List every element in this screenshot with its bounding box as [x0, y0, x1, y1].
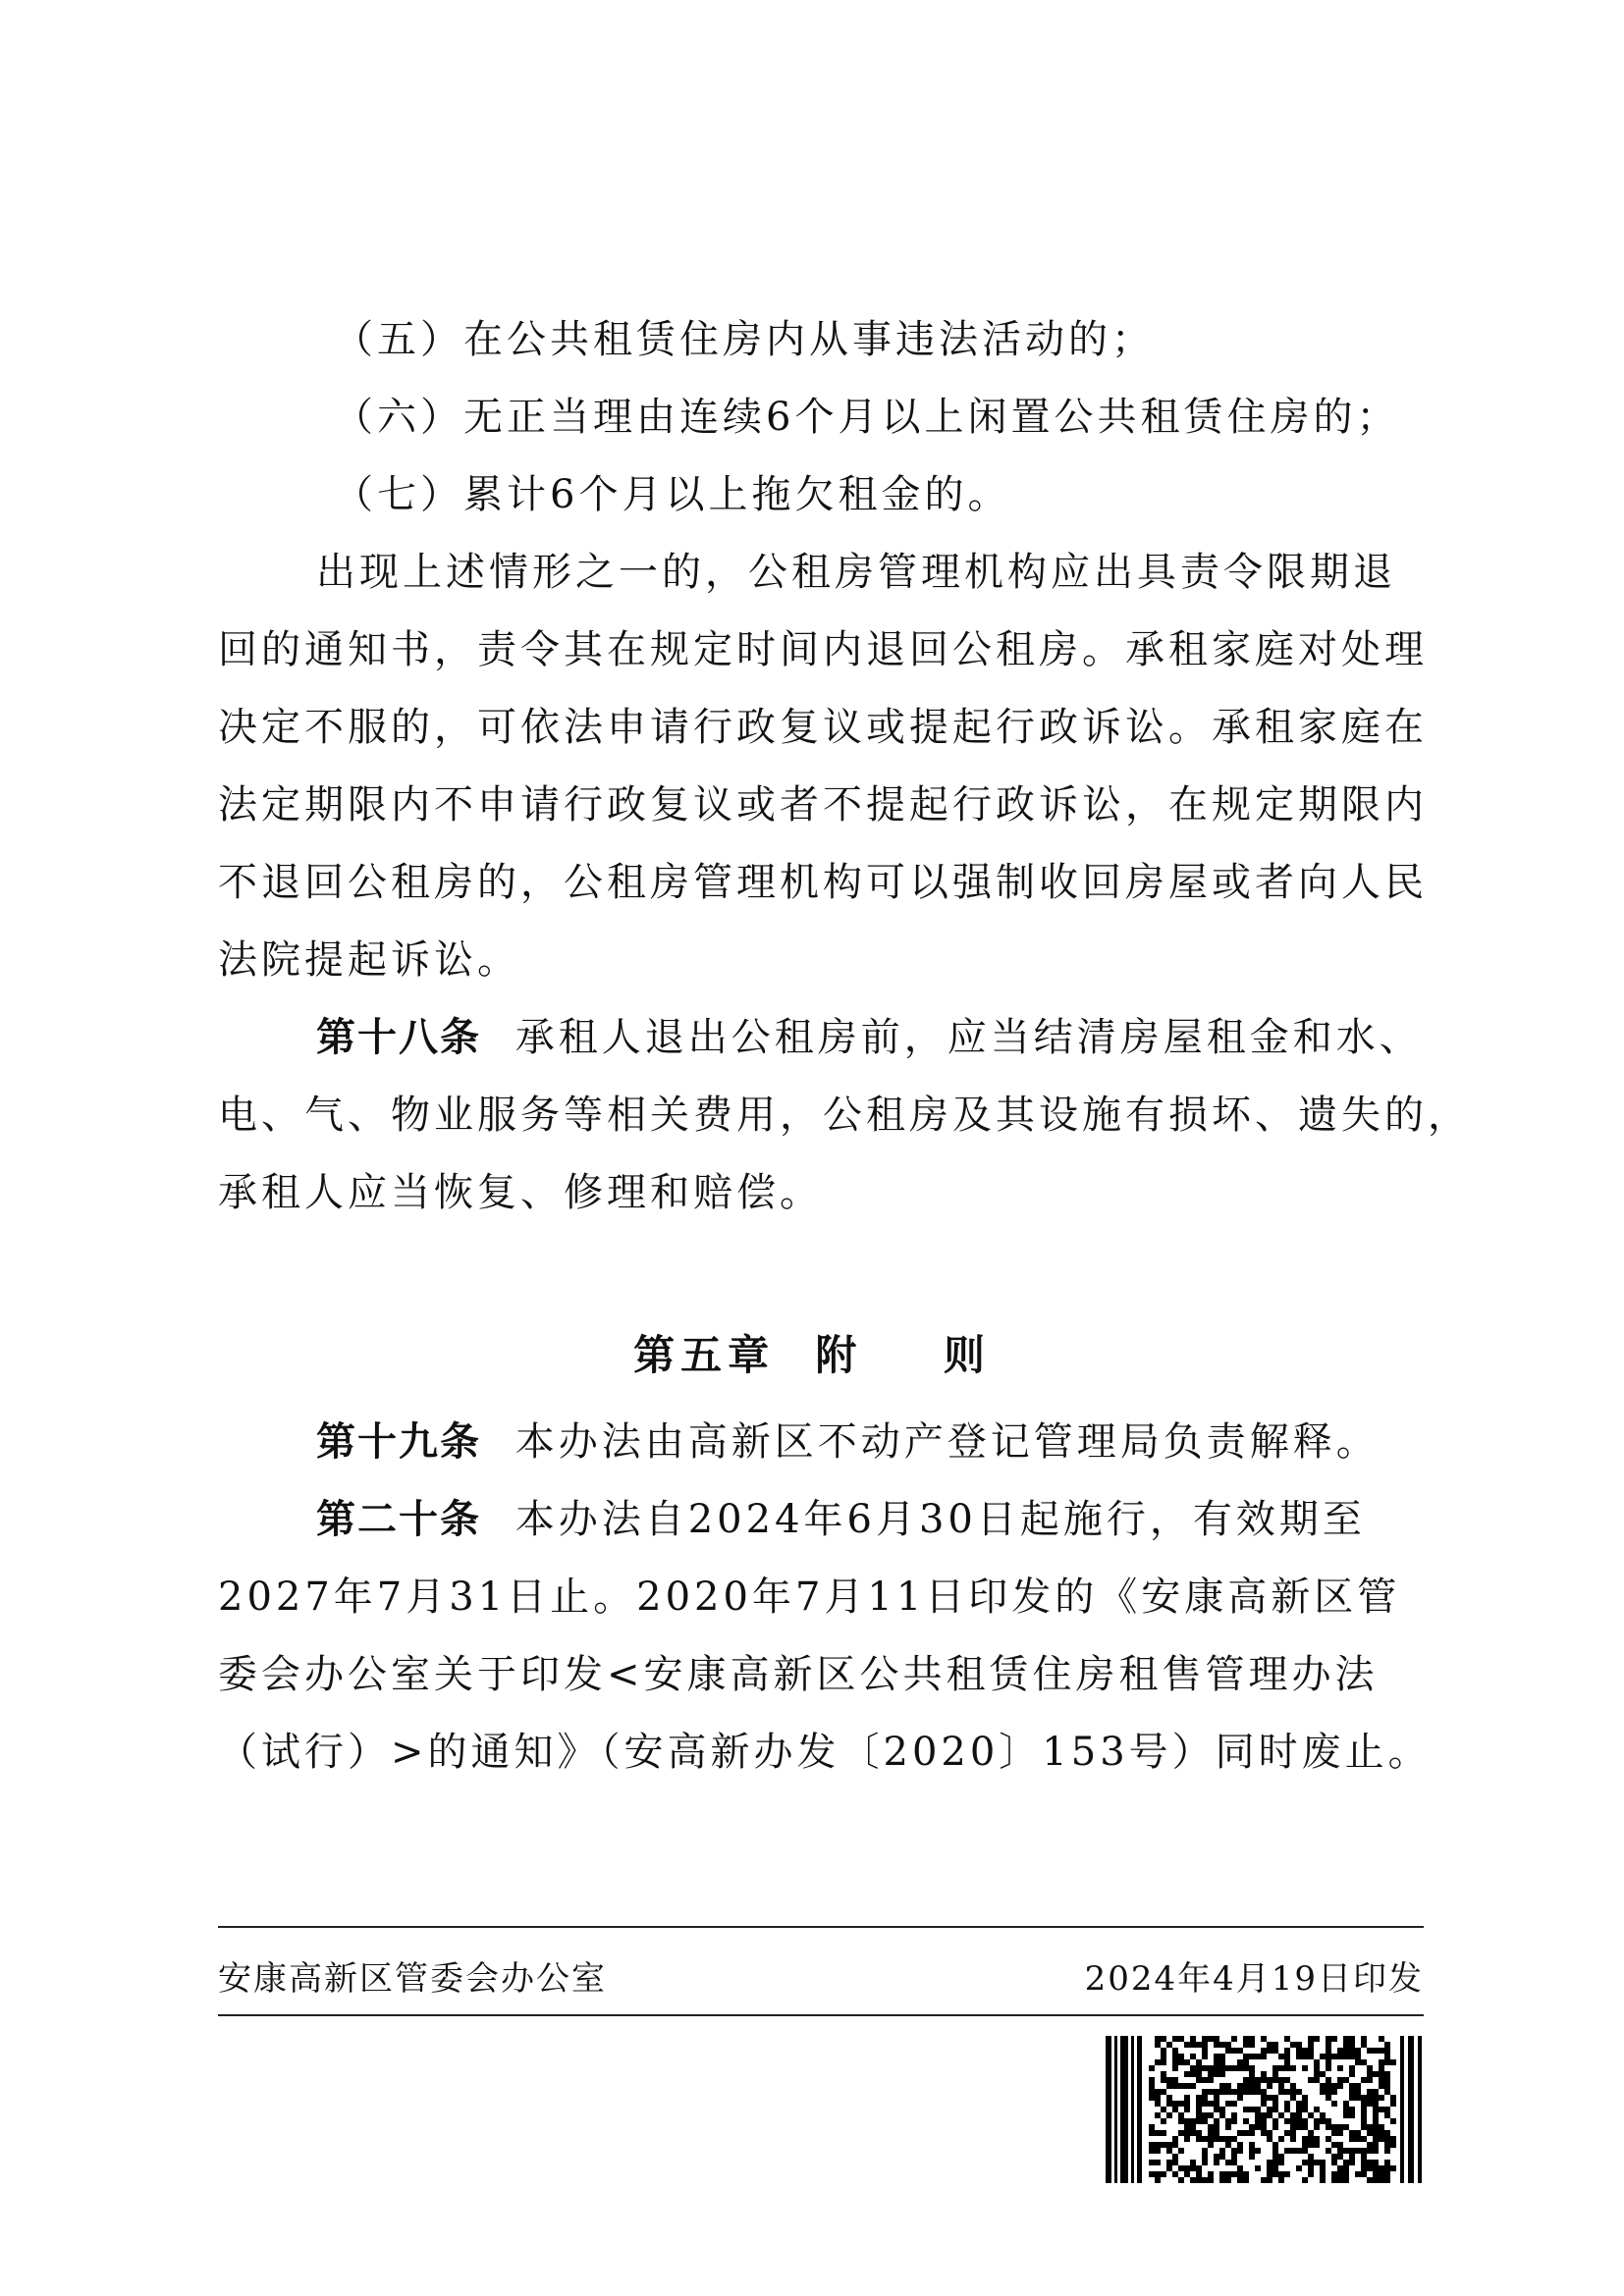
footer-top-rule: [218, 1926, 1424, 1928]
article-20-label: 第二十条: [316, 1497, 481, 1542]
qr-code-icon: [1106, 2036, 1424, 2183]
article-19-label: 第十九条: [316, 1419, 481, 1465]
article-18-line: 承租人应当恢复、修理和赔偿。: [218, 1170, 823, 1215]
article-18-line: [316, 999, 1423, 1077]
article-19-line: [316, 1404, 1380, 1481]
article-20-text: 本办法自2024年6月30日起施行，有效期至: [514, 1497, 1366, 1542]
article-20-line: [316, 1481, 1366, 1559]
paragraph-line: 法院提起诉讼。: [218, 937, 520, 983]
chapter-5-body: [218, 1404, 1432, 1796]
footer-issuer: 安康高新区管委会办公室: [218, 1959, 607, 1999]
article-20-line: 2027年7月31日止。2020年7月11日印发的《安康高新区管: [218, 1575, 1401, 1620]
chapter-title: 第五章 附 则: [633, 1331, 991, 1379]
body-text: [218, 301, 1471, 1283]
footer-date: 2024年4月19日印发: [1084, 1959, 1424, 1999]
paragraph-line: 回的通知书，责令其在规定时间内退回公租房。承租家庭对处理: [218, 627, 1428, 672]
paragraph-line: 决定不服的，可依法申请行政复议或提起行政诉讼。承租家庭在: [218, 705, 1428, 750]
list-item: （七）累计6个月以上拖欠租金的。: [334, 472, 1011, 517]
article-18-line: 电、气、物业服务等相关费用，公租房及其设施有损坏、遗失的，: [218, 1093, 1471, 1138]
paragraph-line: 法定期限内不申请行政复议或者不提起行政诉讼，在规定期限内: [218, 782, 1428, 828]
list-item: （六）无正当理由连续6个月以上闲置公共租赁住房的；: [334, 395, 1400, 440]
article-18-label: 第十八条: [316, 1015, 481, 1060]
paragraph-line: 出现上述情形之一的，公租房管理机构应出具责令限期退: [316, 550, 1396, 595]
article-20-line: 委会办公室关于印发<安康高新区公共租赁住房租售管理办法: [218, 1652, 1379, 1697]
article-19-text: 本办法由高新区不动产登记管理局负责解释。: [514, 1419, 1380, 1465]
paragraph-line: 不退回公租房的，公租房管理机构可以强制收回房屋或者向人民: [218, 860, 1428, 905]
article-18-text: 承租人退出公租房前，应当结清房屋租金和水、: [514, 1015, 1423, 1060]
footer-bottom-rule: [218, 2014, 1424, 2016]
article-20-line: （试行）>的通知》（安高新办发〔2020〕153号）同时废止。: [218, 1730, 1432, 1775]
list-item: （五）在公共租赁住房内从事违法活动的；: [334, 317, 1155, 362]
